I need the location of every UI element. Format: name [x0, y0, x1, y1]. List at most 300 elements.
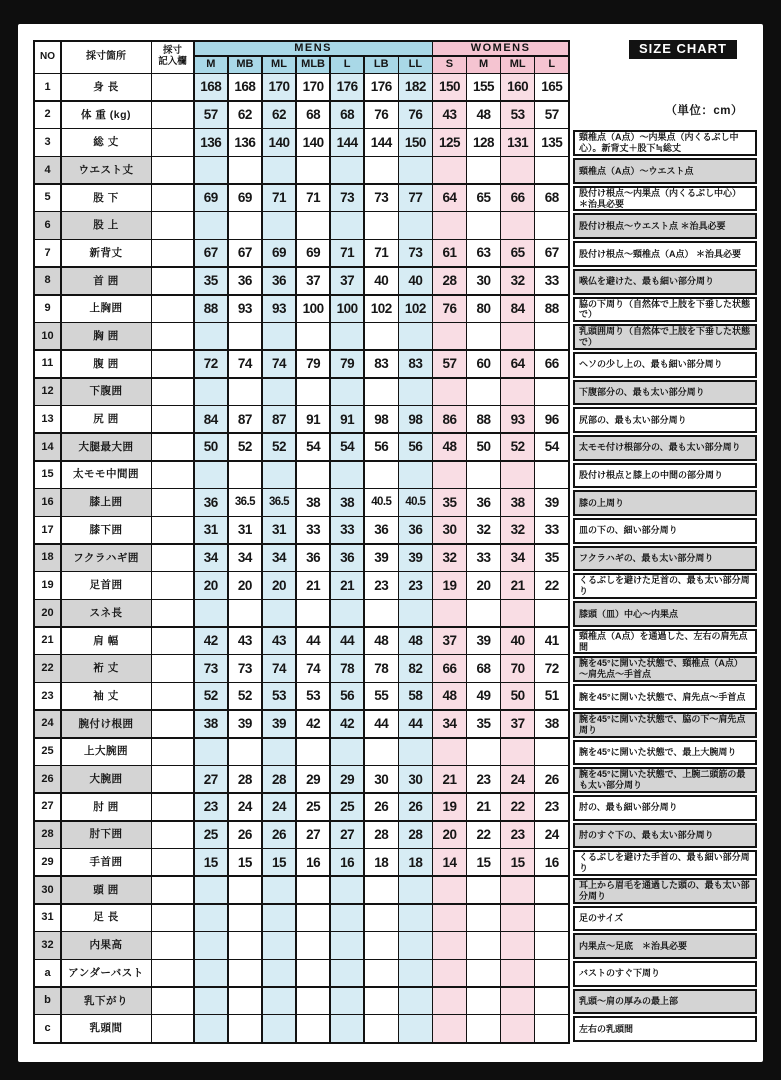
note-slot: [573, 323, 757, 351]
row-number: 11: [35, 351, 60, 377]
value-cell: 33: [297, 517, 330, 543]
entry-cell: [152, 240, 193, 266]
value-cell: 72: [535, 655, 568, 681]
entry-cell: [152, 74, 193, 100]
value-cell: 48: [399, 628, 432, 654]
measurement-table: [33, 40, 570, 1044]
value-cell: [535, 877, 568, 903]
value-cell: [501, 462, 534, 488]
row-number: 25: [35, 739, 60, 765]
note-cell: 乳頭囲周り（自然体で上肢を下垂した状態で）: [573, 324, 757, 350]
value-cell: [263, 323, 296, 349]
value-cell: [297, 157, 330, 183]
value-cell: 32: [467, 517, 500, 543]
value-cell: [501, 379, 534, 405]
value-cell: [263, 877, 296, 903]
row-label: 下腹囲: [62, 379, 151, 405]
row-number: 5: [35, 185, 60, 211]
row-number: 30: [35, 877, 60, 903]
value-cell: 36: [229, 268, 262, 294]
value-cell: [229, 739, 262, 765]
note-cell: 乳頭～肩の厚みの最上部: [573, 989, 757, 1015]
value-cell: 66: [501, 185, 534, 211]
entry-cell: [152, 268, 193, 294]
row-label: 手首囲: [62, 849, 151, 875]
value-cell: 128: [467, 129, 500, 155]
entry-cell: [152, 212, 193, 238]
note-cell: 腕を45°に開いた状態で、頸椎点（A点）～肩先点～手首点: [573, 656, 757, 682]
value-cell: 21: [331, 572, 364, 598]
row-number: 16: [35, 489, 60, 515]
value-cell: [399, 379, 432, 405]
value-cell: [433, 905, 466, 931]
value-cell: [365, 600, 398, 626]
value-cell: 65: [501, 240, 534, 266]
row-number: 28: [35, 822, 60, 848]
value-cell: 26: [229, 822, 262, 848]
value-cell: [229, 905, 262, 931]
value-cell: 35: [433, 489, 466, 515]
row-number: 29: [35, 849, 60, 875]
value-cell: 38: [501, 489, 534, 515]
value-cell: [399, 932, 432, 958]
entry-cell: [152, 572, 193, 598]
note-slot: [573, 877, 757, 905]
row-number: 23: [35, 683, 60, 709]
header-size-mens-ML: ML: [263, 57, 296, 73]
value-cell: 33: [331, 517, 364, 543]
value-cell: [501, 212, 534, 238]
note-cell: 股付け根点と膝上の中間の部分周り: [573, 463, 757, 489]
value-cell: 22: [467, 822, 500, 848]
value-cell: 16: [535, 849, 568, 875]
entry-cell: [152, 849, 193, 875]
value-cell: [365, 157, 398, 183]
value-cell: [501, 739, 534, 765]
note-cell: 脇の下周り（自然体で上肢を下垂した状態で）: [573, 297, 757, 323]
value-cell: 144: [365, 129, 398, 155]
value-cell: 26: [365, 794, 398, 820]
note-cell: 皿の下の、細い部分周り: [573, 518, 757, 544]
value-cell: 37: [331, 268, 364, 294]
value-cell: [195, 600, 228, 626]
row-number: 21: [35, 628, 60, 654]
value-cell: [229, 988, 262, 1014]
value-cell: 93: [501, 406, 534, 432]
value-cell: [365, 1015, 398, 1041]
value-cell: 39: [399, 545, 432, 571]
header-mens-band: MENS: [195, 42, 432, 55]
value-cell: 28: [433, 268, 466, 294]
value-cell: [399, 988, 432, 1014]
value-cell: 40.5: [399, 489, 432, 515]
row-label: 股 上: [62, 212, 151, 238]
note-slot: [573, 268, 757, 296]
value-cell: [433, 212, 466, 238]
row-number: a: [35, 960, 60, 986]
value-cell: [399, 600, 432, 626]
value-cell: [535, 988, 568, 1014]
value-cell: 49: [467, 683, 500, 709]
value-cell: 91: [331, 406, 364, 432]
value-cell: 100: [331, 296, 364, 322]
value-cell: [467, 462, 500, 488]
value-cell: 23: [195, 794, 228, 820]
value-cell: 37: [297, 268, 330, 294]
value-cell: 71: [297, 185, 330, 211]
value-cell: [399, 960, 432, 986]
value-cell: 160: [501, 74, 534, 100]
value-cell: 67: [195, 240, 228, 266]
value-cell: 44: [365, 711, 398, 737]
value-cell: 20: [229, 572, 262, 598]
value-cell: 53: [297, 683, 330, 709]
value-cell: [263, 988, 296, 1014]
value-cell: [229, 932, 262, 958]
value-cell: 48: [433, 434, 466, 460]
value-cell: [195, 157, 228, 183]
note-cell: 耳上から眉毛を通過した頭の、最も太い部分周り: [573, 878, 757, 904]
value-cell: 38: [535, 711, 568, 737]
value-cell: 66: [535, 351, 568, 377]
value-cell: 40: [399, 268, 432, 294]
value-cell: 60: [467, 351, 500, 377]
value-cell: 51: [535, 683, 568, 709]
value-cell: 84: [195, 406, 228, 432]
value-cell: 20: [433, 822, 466, 848]
value-cell: 15: [195, 849, 228, 875]
value-cell: 78: [365, 655, 398, 681]
value-cell: [331, 600, 364, 626]
value-cell: [297, 877, 330, 903]
value-cell: 39: [229, 711, 262, 737]
value-cell: 82: [399, 655, 432, 681]
row-label: 腕付け根囲: [62, 711, 151, 737]
value-cell: 73: [365, 185, 398, 211]
value-cell: 67: [229, 240, 262, 266]
row-label: 新背丈: [62, 240, 151, 266]
value-cell: 52: [229, 434, 262, 460]
value-cell: [297, 323, 330, 349]
note-cell: 腕を45°に開いた状態で、肩先点～手首点: [573, 684, 757, 710]
value-cell: 57: [195, 102, 228, 128]
note-slot: [573, 545, 757, 573]
note-cell: 膝頭（皿）中心～内果点: [573, 601, 757, 627]
value-cell: [229, 877, 262, 903]
note-cell: 左右の乳頭間: [573, 1016, 757, 1042]
value-cell: 69: [195, 185, 228, 211]
value-cell: 25: [195, 822, 228, 848]
value-cell: 27: [195, 766, 228, 792]
value-cell: 34: [263, 545, 296, 571]
entry-cell: [152, 462, 193, 488]
value-cell: [195, 462, 228, 488]
value-cell: [365, 932, 398, 958]
header-size-mens-MLB: MLB: [297, 57, 330, 73]
value-cell: [297, 1015, 330, 1041]
value-cell: [433, 960, 466, 986]
value-cell: 28: [399, 822, 432, 848]
row-number: 17: [35, 517, 60, 543]
value-cell: 41: [535, 628, 568, 654]
value-cell: [195, 877, 228, 903]
value-cell: [365, 739, 398, 765]
unit-label: （単位：cm）: [665, 105, 743, 117]
entry-cell: [152, 434, 193, 460]
value-cell: 20: [263, 572, 296, 598]
entry-cell: [152, 323, 193, 349]
value-cell: 168: [195, 74, 228, 100]
note-slot: [573, 739, 757, 767]
value-cell: [467, 988, 500, 1014]
note-slot: [573, 517, 757, 545]
row-number: 8: [35, 268, 60, 294]
value-cell: 98: [365, 406, 398, 432]
value-cell: 24: [263, 794, 296, 820]
note-slot: [573, 102, 757, 130]
value-cell: [365, 323, 398, 349]
value-cell: [331, 960, 364, 986]
note-cell: 腕を45°に開いた状態で、最上大腕周り: [573, 740, 757, 766]
value-cell: 76: [433, 296, 466, 322]
value-cell: [399, 905, 432, 931]
value-cell: 140: [263, 129, 296, 155]
value-cell: 18: [365, 849, 398, 875]
value-cell: 33: [535, 268, 568, 294]
note-slot: [573, 932, 757, 960]
value-cell: 93: [263, 296, 296, 322]
value-cell: 84: [501, 296, 534, 322]
row-label: 乳下がり: [62, 988, 151, 1014]
value-cell: 91: [297, 406, 330, 432]
entry-cell: [152, 905, 193, 931]
value-cell: [535, 212, 568, 238]
value-cell: 155: [467, 74, 500, 100]
value-cell: [297, 600, 330, 626]
value-cell: 38: [331, 489, 364, 515]
value-cell: 96: [535, 406, 568, 432]
value-cell: [535, 1015, 568, 1041]
value-cell: 73: [195, 655, 228, 681]
value-cell: 15: [263, 849, 296, 875]
value-cell: 71: [263, 185, 296, 211]
value-cell: [195, 739, 228, 765]
value-cell: 69: [297, 240, 330, 266]
row-label: 尻 囲: [62, 406, 151, 432]
value-cell: [331, 212, 364, 238]
value-cell: [331, 877, 364, 903]
row-number: 9: [35, 296, 60, 322]
value-cell: 24: [229, 794, 262, 820]
row-label: 乳頭間: [62, 1015, 151, 1041]
entry-cell: [152, 877, 193, 903]
value-cell: 71: [331, 240, 364, 266]
size-chart-page: [18, 24, 763, 1062]
value-cell: [399, 157, 432, 183]
notes-column: [573, 40, 757, 1043]
value-cell: 36: [467, 489, 500, 515]
note-cell: 頸椎点（A点）を通過した、左右の肩先点間: [573, 629, 757, 655]
value-cell: [535, 739, 568, 765]
note-cell: くるぶしを避けた手首の、最も細い部分周り: [573, 850, 757, 876]
note-cell: 肘の、最も細い部分周り: [573, 795, 757, 821]
row-number: 13: [35, 406, 60, 432]
row-number: 10: [35, 323, 60, 349]
value-cell: [433, 323, 466, 349]
value-cell: 21: [467, 794, 500, 820]
value-cell: 37: [501, 711, 534, 737]
entry-cell: [152, 683, 193, 709]
value-cell: [399, 877, 432, 903]
entry-cell: [152, 932, 193, 958]
row-number: 20: [35, 600, 60, 626]
value-cell: 32: [433, 545, 466, 571]
size-chart-title: SIZE CHART: [629, 40, 737, 59]
value-cell: 26: [399, 794, 432, 820]
entry-cell: [152, 545, 193, 571]
value-cell: 50: [195, 434, 228, 460]
value-cell: 14: [433, 849, 466, 875]
value-cell: [467, 905, 500, 931]
value-cell: 36.5: [229, 489, 262, 515]
note-cell: 膝の上周り: [573, 490, 757, 516]
row-label: アンダーバスト: [62, 960, 151, 986]
note-slot: [573, 185, 757, 213]
value-cell: [331, 932, 364, 958]
value-cell: [229, 600, 262, 626]
note-slot: [573, 1015, 757, 1043]
note-cell: くるぶしを避けた足首の、最も太い部分周り: [573, 573, 757, 599]
value-cell: [229, 379, 262, 405]
value-cell: [263, 1015, 296, 1041]
value-cell: 15: [229, 849, 262, 875]
value-cell: 23: [501, 822, 534, 848]
value-cell: 182: [399, 74, 432, 100]
value-cell: 66: [433, 655, 466, 681]
note-cell: 下腹部分の、最も太い部分周り: [573, 380, 757, 406]
value-cell: 34: [195, 545, 228, 571]
value-cell: [535, 157, 568, 183]
row-label: 足首囲: [62, 572, 151, 598]
value-cell: 52: [229, 683, 262, 709]
value-cell: [365, 960, 398, 986]
value-cell: 19: [433, 572, 466, 598]
entry-cell: [152, 960, 193, 986]
value-cell: [297, 739, 330, 765]
value-cell: [433, 462, 466, 488]
value-cell: [399, 212, 432, 238]
value-cell: 64: [433, 185, 466, 211]
note-cell: 股付け根点～内果点（内くるぶし中心） ＊治具必要: [573, 186, 757, 212]
header-entry-line2: 記入欄: [158, 56, 187, 68]
value-cell: 40: [501, 628, 534, 654]
value-cell: [263, 157, 296, 183]
value-cell: [195, 932, 228, 958]
value-cell: 176: [365, 74, 398, 100]
row-label: 内果高: [62, 932, 151, 958]
value-cell: 43: [433, 102, 466, 128]
value-cell: [229, 960, 262, 986]
value-cell: 52: [501, 434, 534, 460]
row-number: 1: [35, 74, 60, 100]
note-slot: [573, 212, 757, 240]
value-cell: [195, 323, 228, 349]
value-cell: 69: [229, 185, 262, 211]
value-cell: [467, 600, 500, 626]
value-cell: 28: [229, 766, 262, 792]
value-cell: [331, 157, 364, 183]
note-cell: 太モモ付け根部分の、最も太い部分周り: [573, 435, 757, 461]
value-cell: 31: [263, 517, 296, 543]
value-cell: 53: [263, 683, 296, 709]
value-cell: 28: [365, 822, 398, 848]
value-cell: [467, 932, 500, 958]
entry-cell: [152, 185, 193, 211]
row-number: 22: [35, 655, 60, 681]
entry-cell: [152, 655, 193, 681]
value-cell: 144: [331, 129, 364, 155]
value-cell: 23: [535, 794, 568, 820]
value-cell: 102: [399, 296, 432, 322]
value-cell: 26: [263, 822, 296, 848]
value-cell: 83: [399, 351, 432, 377]
value-cell: [263, 932, 296, 958]
note-slot: [573, 406, 757, 434]
row-label: 腹 囲: [62, 351, 151, 377]
value-cell: 86: [433, 406, 466, 432]
row-label: 胸 囲: [62, 323, 151, 349]
value-cell: [433, 600, 466, 626]
value-cell: 61: [433, 240, 466, 266]
row-label: 頭 囲: [62, 877, 151, 903]
note-slot: [573, 822, 757, 850]
value-cell: 176: [331, 74, 364, 100]
value-cell: 26: [535, 766, 568, 792]
value-cell: 39: [535, 489, 568, 515]
value-cell: 74: [263, 351, 296, 377]
row-label: 総 丈: [62, 129, 151, 155]
value-cell: 22: [501, 794, 534, 820]
header-size-womens-M: M: [467, 57, 500, 73]
value-cell: 34: [229, 545, 262, 571]
value-cell: [229, 1015, 262, 1041]
value-cell: [365, 462, 398, 488]
value-cell: 102: [365, 296, 398, 322]
value-cell: [535, 905, 568, 931]
value-cell: [535, 960, 568, 986]
value-cell: 140: [297, 129, 330, 155]
value-cell: [467, 739, 500, 765]
note-cell: 股付け根点～頸椎点（A点） ＊治具必要: [573, 241, 757, 267]
value-cell: 98: [399, 406, 432, 432]
value-cell: 15: [501, 849, 534, 875]
value-cell: 73: [399, 240, 432, 266]
header-size-mens-M: M: [195, 57, 228, 73]
value-cell: [297, 462, 330, 488]
value-cell: [229, 323, 262, 349]
value-cell: 21: [501, 572, 534, 598]
note-cell: 肘のすぐ下の、最も太い部分周り: [573, 823, 757, 849]
value-cell: 36: [195, 489, 228, 515]
row-label: 股 下: [62, 185, 151, 211]
value-cell: 36: [263, 268, 296, 294]
value-cell: 29: [297, 766, 330, 792]
row-label: 首 囲: [62, 268, 151, 294]
note-slot: [573, 988, 757, 1016]
value-cell: [433, 932, 466, 958]
value-cell: 27: [297, 822, 330, 848]
note-cell: 足のサイズ: [573, 906, 757, 932]
